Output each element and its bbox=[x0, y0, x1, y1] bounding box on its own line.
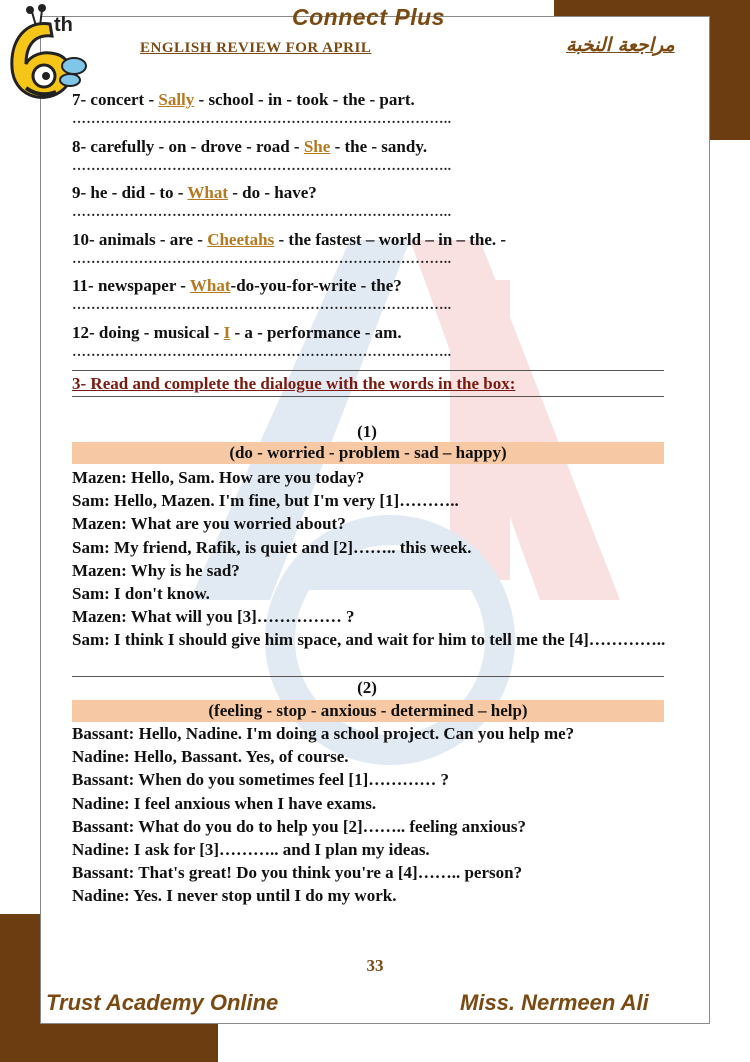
answer-line: …………………………………………………………………….. bbox=[72, 251, 452, 267]
item-text: 11- newspaper - What-do-you-for-write - the? bbox=[72, 276, 402, 295]
answer-line: …………………………………………………………………….. bbox=[72, 205, 452, 220]
item-text: 12- doing - musical - I - a - performance - am. bbox=[72, 322, 402, 342]
dialogue-line: Mazen: Hello, Sam. How are you today? bbox=[72, 468, 365, 487]
highlighted-word: I bbox=[223, 322, 231, 342]
dialogue-line: Sam: My friend, Rafik, is quiet and [2]…….. this week. bbox=[72, 537, 472, 557]
answer-line: …………………………………………………………………….. bbox=[72, 112, 452, 127]
dialogue-line: Mazen: What are you worried about? bbox=[72, 514, 346, 534]
list-item bbox=[72, 321, 662, 368]
part-label: (2) bbox=[357, 678, 377, 697]
grade-label: th bbox=[54, 14, 73, 36]
dialogue-line: Sam: Hello, Mazen. I'm fine, but I'm very [1]……….. bbox=[72, 491, 459, 511]
answer-line: …………………………………………………………………….. bbox=[72, 158, 452, 174]
section-heading: 3- Read and complete the dialogue with the words in the box: bbox=[72, 374, 516, 393]
review-title: ENGLISH REVIEW FOR APRIL bbox=[140, 40, 372, 56]
item-text: 10- animals - are - Cheetahs - the fastest – world – in – the. - bbox=[72, 229, 507, 249]
brand-title: Connect Plus bbox=[292, 4, 445, 30]
dialogue-line: Bassant: That's great! Do you think you're a [4]…….. person? bbox=[72, 863, 523, 883]
sentence-items bbox=[72, 88, 662, 367]
dialogue-line: Mazen: What will you [3]…………… ? bbox=[72, 607, 355, 627]
divider bbox=[72, 676, 664, 677]
dialogue-line: Mazen: Why is he sad? bbox=[72, 560, 240, 580]
list-item bbox=[72, 274, 662, 321]
footer-academy-name: Trust Academy Online bbox=[46, 990, 279, 1015]
arabic-title: مراجعة النخبة bbox=[566, 34, 675, 56]
dialogue-line: Bassant: When do you sometimes feel [1]………… ? bbox=[72, 770, 449, 790]
dialogue-line: Nadine: Hello, Bassant. Yes, of course. bbox=[72, 747, 349, 767]
word-box: (feeling - stop - anxious - determined – help) bbox=[72, 700, 664, 722]
item-text: 9- he - did - to - What - do - have? bbox=[72, 183, 317, 202]
answer-line: …………………………………………………………………….. bbox=[72, 298, 452, 313]
word-box: (do - worried - problem - sad – happy) bbox=[72, 442, 664, 464]
dialogue-line: Nadine: I ask for [3]……….. and I plan my ideas. bbox=[72, 840, 430, 860]
dialogue-line: Sam: I don't know. bbox=[72, 584, 210, 604]
item-text: 8- carefully - on - drove - road - She - the - sandy. bbox=[72, 136, 428, 156]
highlighted-word: What bbox=[187, 183, 229, 202]
dialogue-line: Nadine: I feel anxious when I have exams. bbox=[72, 793, 377, 813]
dialogue-line: Bassant: What do you do to help you [2]…….. feeling anxious? bbox=[72, 816, 527, 836]
list-item bbox=[72, 181, 662, 228]
highlighted-word: She bbox=[303, 136, 331, 156]
highlighted-word: What bbox=[189, 276, 231, 295]
highlighted-word: Sally bbox=[158, 90, 195, 109]
footer-teacher-name: Miss. Nermeen Ali bbox=[460, 990, 649, 1015]
dialogue-1 bbox=[72, 466, 666, 652]
list-item bbox=[72, 135, 662, 182]
page-number: 33 bbox=[366, 956, 384, 975]
dialogue-line: Bassant: Hello, Nadine. I'm doing a school project. Can you help me? bbox=[72, 724, 575, 743]
list-item bbox=[72, 228, 662, 275]
part-label: (1) bbox=[357, 422, 377, 441]
dialogue-2 bbox=[72, 722, 666, 908]
answer-line: …………………………………………………………………….. bbox=[72, 344, 452, 360]
divider bbox=[72, 396, 664, 397]
item-text: 7- concert - Sally - school - in - took - the - part. bbox=[72, 90, 415, 109]
highlighted-word: Cheetahs bbox=[207, 229, 275, 249]
dialogue-line: Nadine: Yes. I never stop until I do my work. bbox=[72, 886, 397, 906]
divider bbox=[72, 370, 664, 371]
list-item bbox=[72, 88, 662, 135]
dialogue-line: Sam: I think I should give him space, and wait for him to tell me the [4]………….. bbox=[72, 630, 666, 650]
